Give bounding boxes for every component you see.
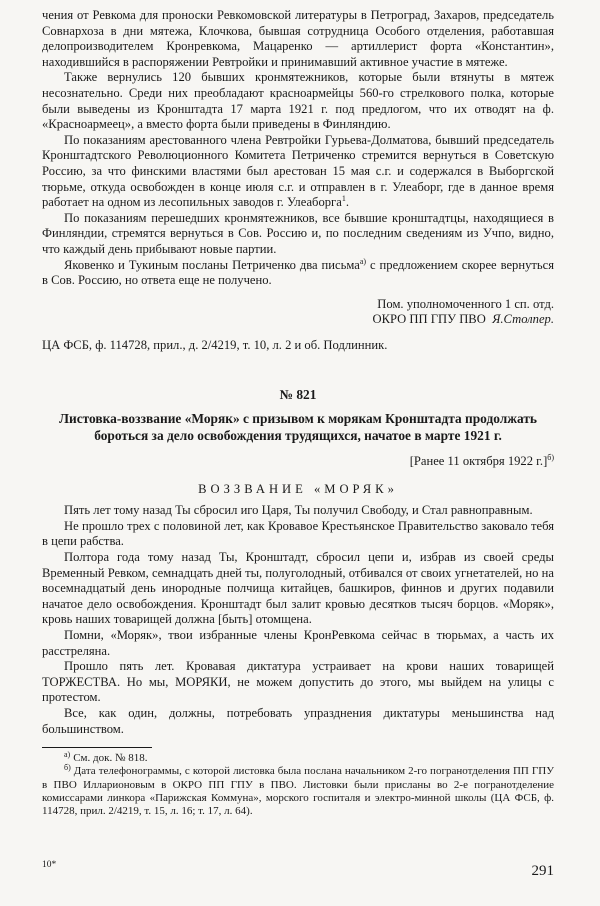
footnote-divider — [42, 747, 152, 748]
footnote-ref-a: а) — [359, 256, 367, 266]
paragraph-continuation: чения от Ревкома для проноски Ревкомовской литературы в Петроград, Захаров, председатель Совнархоза в дни мятежа, Клочкова, бывшая сотрудница Особого отделения, работавшая делопроизводителем Кронревкома, Мацаренко — артиллерист форта «Константин», находившийся в распоряжении Ревтройки и принимавший активное участие в мятеже. — [42, 8, 554, 69]
appeal-paragraph: Помни, «Моряк», твои избранные члены КронРевкома сейчас в тюрьмах, а часть их расстреляна. — [42, 628, 554, 658]
footnote-ref-b: б) — [547, 452, 554, 462]
paragraph-petrichenko: По показаниям арестованного члена Ревтройки Гурьева-Долматова, бывший председатель Кронштадтского Революционного Комитета Петриченко стремится вернуться в Советскую Россию, за что финскими властями был арестован 15 мая с.г. и содержался в Выборгской тюрьме, откуда освобожден в конце июля с.г. и отправлен в г. Улеаборг, где в данное время работает на одном из лесопильных заводов г. Улеаборга$^1$. — [42, 132, 554, 210]
paragraph-letters: Яковенко и Тукиным посланы Петриченко два письма$^{а)}$ с предложением скорее вернуться в Сов. Россию, но ответа еще не получено. — [42, 256, 554, 288]
appeal-paragraph: Прошло пять лет. Кровавая диктатура устраивает на крови наших товарищей ТОРЖЕСТВА. Но мы, МОРЯКИ, не можем допустить до этого, мы выйдем на улицы с протестом. — [42, 659, 554, 705]
signature-office: ОКРО ПП ГПУ ПВО Я.Столпер. — [372, 312, 554, 327]
footnote: $^{б)}$ Дата телефонограммы, с которой листовка была послана начальником 2-го погранотделения ПП ГПУ в ПВО Илларионовым в ОКРО ПП ГПУ в ПВО. Листовки были присланы во 2-е погранотделение комиссарами линкора «Парижская Коммуна», морского госпиталя и электро-минной школы (ЦА ФСБ, ф. 114728, прил. 2/4219, т. 15, л. 16; т. 17, л. 64). — [42, 762, 554, 817]
signature-block — [42, 297, 554, 328]
document-page — [42, 8, 554, 818]
document-title: Листовка-воззвание «Моряк» с призывом к морякам Кронштадта продолжать бороться за дело освобождения трудящихся, начатое в марте 1921 г. — [59, 411, 537, 443]
document-number: № 821 — [279, 387, 317, 403]
appeal-heading: ВОЗЗВАНИЕ «МОРЯК» — [198, 481, 398, 496]
footnote: $^{а)}$ См. док. № 818. — [64, 749, 148, 765]
signature-name: Я.Столпер. — [492, 312, 554, 327]
source-citation: ЦА ФСБ, ф. 114728, прил., д. 2/4219, т. 10, л. 2 и об. Подлинник. — [42, 337, 388, 352]
appeal-paragraph: Не прошло трех с половиной лет, как Кровавое Крестьянское Правительство заковало тебя в цепи рабства. — [42, 518, 554, 549]
sheet-signature-mark: 10* — [42, 860, 57, 870]
page-footer — [42, 858, 554, 884]
appeal-paragraph: Пять лет тому назад Ты сбросил иго Царя, Ты получил Свободу, и Стал равноправным. — [64, 503, 533, 518]
document-date: [Ранее 11 октября 1922 г.]$^{б)}$ — [409, 452, 554, 469]
appeal-paragraph: Все, как один, должны, потребовать упразднения диктатуры меньшинства над большинством. — [42, 705, 554, 736]
signature-position: Пом. уполномоченного 1 сп. отд. — [377, 296, 554, 311]
paragraph-returnees: Также вернулись 120 бывших кронмятежников, которые были втянуты в мятеж несознательно. Среди них преобладают красноармейцы 560-го стрелкового полка, которые были выведены из Кронштадта 17 марта 1921 г. под предлогом, что их отводят на ф. «Красноармеец», а вместо форта были приведены в Финляндию. — [42, 70, 554, 132]
paragraph-finland: По показаниям перешедших кронмятежников, все бывшие кронштадтцы, находящиеся в Финляндии, стремятся вернуться в Сов. Россию и, по последним сведениям из Учпо, видно, что каждый день прибывают новые партии. — [42, 210, 554, 256]
appeal-paragraph: Полтора года тому назад Ты, Кронштадт, сбросил цепи и, избрав из своей среды Временный Ревком, семнадцать дней ты, полуголодный, отбивался от своих угнетателей, но на восемнадцатый день инородные полчища китайцев, башкиров, финнов и других подавили начатое дело освобождения. Кронштадт был залит кровью десятков тысяч борцов. «Моряк», кровь наших товарищей должна [быть] отомщена. — [42, 550, 554, 627]
footnote-ref-1: 1 — [341, 193, 346, 203]
page-number: 291 — [531, 863, 554, 879]
